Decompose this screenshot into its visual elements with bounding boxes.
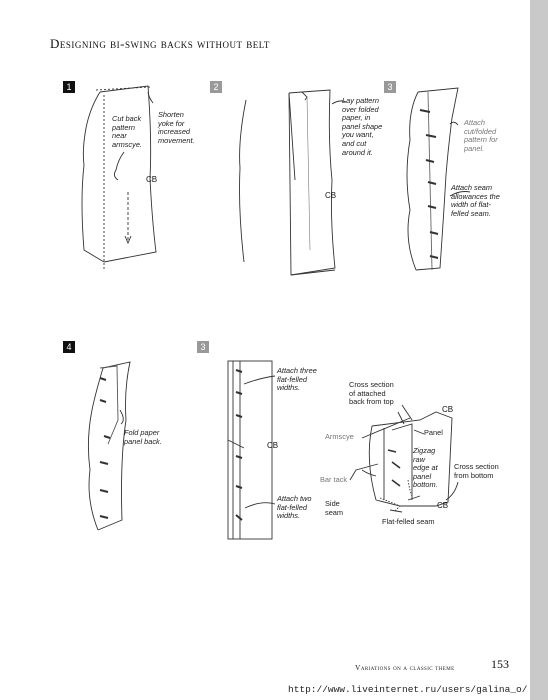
label-fold-paper: Fold paper panel back. xyxy=(124,428,162,446)
label-flat-felled-seam: Flat-felled seam xyxy=(382,517,435,526)
step-marker-1: 1 xyxy=(63,81,75,93)
label-attach-two: Attach two flat-felled widths. xyxy=(277,494,312,521)
label-attach-three: Attach three flat-felled widths. xyxy=(277,366,317,393)
step-marker-3: 3 xyxy=(384,81,396,93)
page-title: Designing bi-swing backs without belt xyxy=(50,36,270,51)
figure-2-cut-pattern xyxy=(240,90,347,275)
label-cb-5: CB xyxy=(437,501,449,510)
page-number: 153 xyxy=(491,657,509,671)
step-marker-4: 4 xyxy=(63,341,75,353)
label-cb-2: CB xyxy=(325,191,337,200)
watermark-url: http://www.liveinternet.ru/users/galina_o/ xyxy=(288,684,528,695)
label-cut-back: Cut back pattern near armscye. xyxy=(112,114,142,149)
label-cb-1: CB xyxy=(146,175,158,184)
label-cross-section-top: Cross section of attached back from top xyxy=(349,380,394,407)
step-marker-5: 3 xyxy=(197,341,209,353)
running-footer: Variations on a classic theme xyxy=(355,663,455,672)
label-side-seam: Side seam xyxy=(325,499,344,517)
label-lay-pattern: Lay pattern over folded paper, in panel shape you want, and cut around it. xyxy=(342,96,383,157)
label-panel: Panel xyxy=(424,428,443,437)
figure-5-cross-section xyxy=(350,405,458,512)
label-cross-section-bottom: Cross section from bottom xyxy=(454,462,499,480)
figure-3-attached-panel xyxy=(407,88,470,270)
label-shorten-yoke: Shorten yoke for increased movement. xyxy=(158,110,195,145)
label-attach-cut: Attach cut/folded pattern for panel. xyxy=(464,118,498,153)
label-armscye: Armscye xyxy=(325,432,354,441)
label-bar-tack: Bar tack xyxy=(320,475,348,484)
label-cb-4: CB xyxy=(442,405,454,414)
label-attach-seam: Attach seam allowances the width of flat- felled seam. xyxy=(451,183,500,218)
step-marker-2: 2 xyxy=(210,81,222,93)
label-cb-3: CB xyxy=(267,441,279,450)
label-zigzag: Zigzag raw edge at panel bottom. xyxy=(413,446,438,490)
figure-5-attached-widths xyxy=(228,361,275,539)
